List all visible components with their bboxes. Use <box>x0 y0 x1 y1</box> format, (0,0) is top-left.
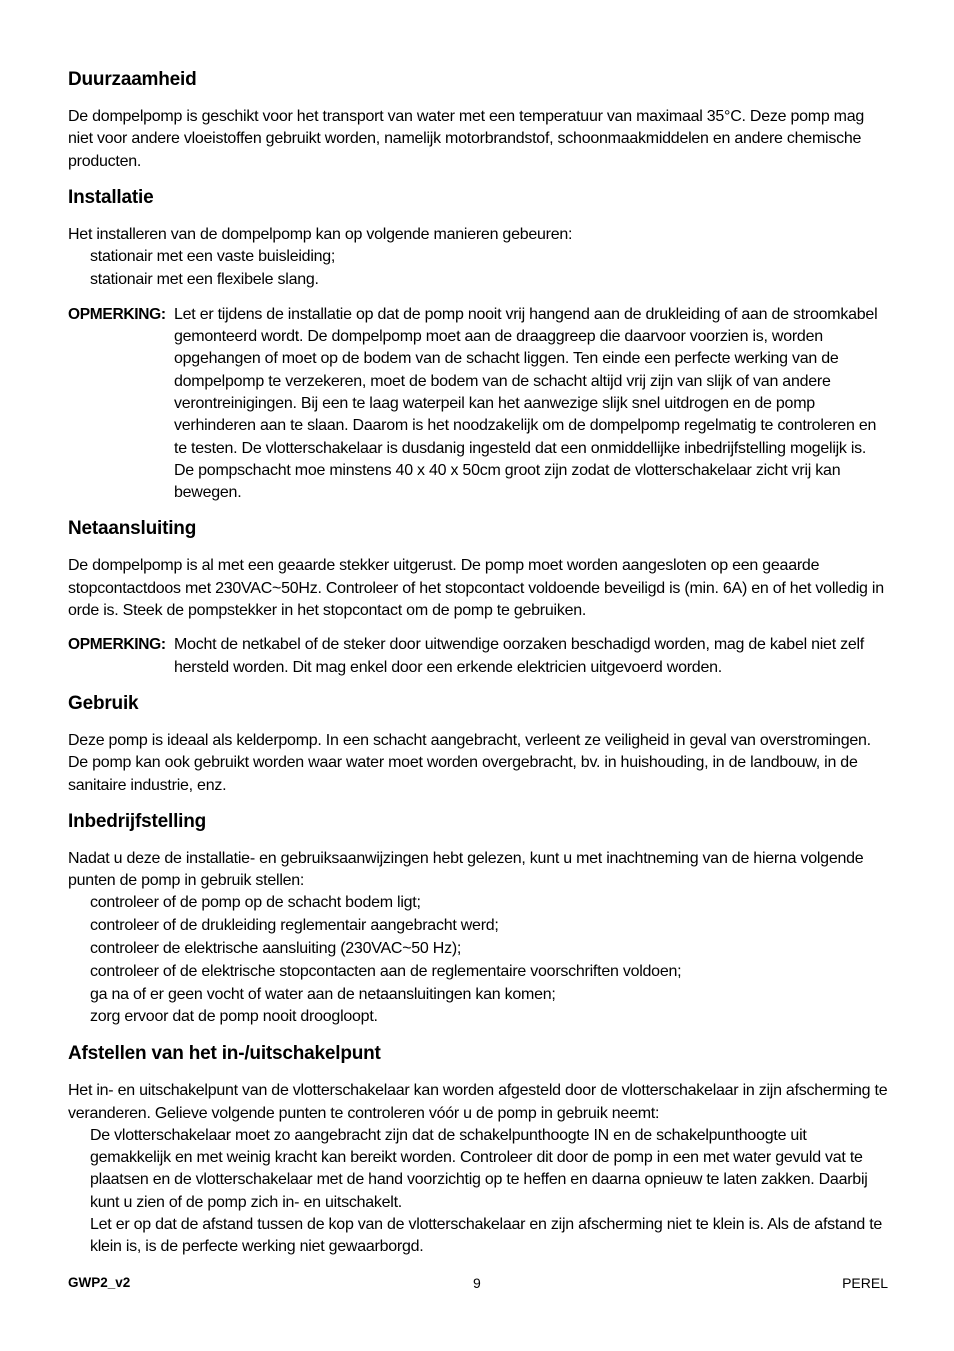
paragraph-installatie-intro: Het installeren van de dompelpomp kan op volgende manieren gebeuren: <box>68 225 573 243</box>
paragraph-gebruik: Deze pomp is ideaal als kelderpomp. In een schacht aangebracht, verleent ze veiligheid in geval van overstromingen. De pomp kan ook gebruikt worden waar water moet worden overgebracht, bv. in huishouding, in de landbouw, in de sanitaire industrie, enz. <box>68 731 871 794</box>
list-item: controleer de elektrische aansluiting (230VAC~50 Hz); <box>90 940 462 958</box>
list-item: zorg ervoor dat de pomp nooit droogloopt. <box>90 1008 378 1026</box>
note-label: OPMERKING: <box>68 636 166 654</box>
heading-inbedrijfstelling: Inbedrijfstelling <box>68 810 207 832</box>
heading-afstellen: Afstellen van het in-/uitschakelpunt <box>68 1043 381 1065</box>
note-installatie <box>68 304 888 505</box>
paragraph-afstellen-intro: Het in- en uitschakelpunt van de vlotterschakelaar kan worden afgesteld door de vlotterschakelaar in zijn afscherming te veranderen. Gelieve volgende punten te controleren vóór u de pomp in gebruik neemt: <box>68 1082 888 1122</box>
heading-duurzaamheid: Duurzaamheid <box>68 69 197 90</box>
section-inbedrijfstelling <box>68 808 888 1029</box>
footer-document-code: GWP2_v2 <box>68 1275 131 1290</box>
paragraph-duurzaamheid: De dompelpomp is geschikt voor het transport van water met een temperatuur van maximaal 35°C. Deze pomp mag niet voor andere vloeistoffen gebruikt worden, namelijk motorbrandstof, schoonmaakmiddelen en andere chemische producten. <box>68 108 865 170</box>
list-item: Let er op dat de afstand tussen de kop van de vlotterschakelaar en zijn afscherming niet te klein is. Als de afstand te klein is, is de perfecte werking niet gewaarborgd. <box>90 1215 883 1256</box>
list-afstellen <box>68 1125 888 1259</box>
section-installatie <box>68 184 888 505</box>
section-netaansluiting <box>68 515 888 678</box>
heading-netaansluiting: Netaansluiting <box>68 518 197 540</box>
note-text: Mocht de netkabel of de steker door uitwendige oorzaken beschadigd worden, mag de kabel niet zelf hersteld worden. Dit mag enkel door een erkende elektricien uitgevoerd worden. <box>174 636 864 676</box>
section-gebruik <box>68 690 888 797</box>
paragraph-netaansluiting: De dompelpomp is al met een geaarde stekker uitgerust. De pomp moet worden aangesloten op een geaarde stopcontactdoos met 230VAC~50Hz. Controleer of het stopcontact voldoende beveiligd is (min. 6A) en of het volledig in orde is. Steek de pompstekker in het stopcontact om de pomp te gebruiken. <box>68 557 884 620</box>
page-footer <box>68 1273 888 1293</box>
list-item: stationair met een flexibele slang. <box>90 270 319 288</box>
paragraph-inbedrijfstelling-intro: Nadat u deze de installatie- en gebruiksaanwijzingen hebt gelezen, kunt u met inachtneming van de hierna volgende punten de pomp in gebruik stellen: <box>68 849 864 890</box>
list-installatie <box>68 246 888 292</box>
note-label: OPMERKING: <box>68 305 166 323</box>
note-text: Let er tijdens de installatie op dat de pomp nooit vrij hangend aan de drukleiding of aan de stroomkabel gemonteerd wordt. De dompelpomp moet aan de draaggreep die daarvoor voorzien is, worden opgehangen of moet op de bodem van de schacht liggen. Ten einde een perfecte werking van de dompelpomp te verzekeren, moet de bodem van de schacht altijd vrij zijn van slijk of van andere verontreinigingen. Bij een te laag waterpeil kan het aanwezige slijk snel uitdrogen en de pomp verhinderen aan te slaan. Daarom is het noodzakelijk om de dompelpomp regelmatig te controleren en te testen. De vlotterschakelaar is dusdanig ingesteld dat een onmiddellijke inbedrijfstelling mogelijk is. De pompschacht moe minstens 40 x 40 x 50cm groot zijn zodat de vlotterschakelaar zicht vrij kan bewegen. <box>174 305 878 502</box>
list-item: stationair met een vaste buisleiding; <box>90 248 336 266</box>
section-duurzaamheid <box>68 66 888 173</box>
list-item: ga na of er geen vocht of water aan de netaansluitingen kan komen; <box>90 985 556 1003</box>
document-page <box>68 66 888 1270</box>
list-item: controleer of de pomp op de schacht bodem ligt; <box>90 894 421 912</box>
note-netaansluiting <box>68 634 888 679</box>
heading-installatie: Installatie <box>68 186 154 208</box>
footer-page-number: 9 <box>473 1275 481 1291</box>
list-item: controleer of de elektrische stopcontacten aan de reglementaire voorschriften voldoen; <box>90 962 682 980</box>
list-item: De vlotterschakelaar moet zo aangebracht zijn dat de schakelpunthoogte IN en de schakelpunthoogte uit gemakkelijk en met weinig kracht kan bereikt worden. Controleer dit door de pomp in een met water gevuld vat te plaatsen en de vlotterschakelaar met de hand voorzichtig op te heffen en daarna opnieuw te laten zakken. Daarbij kunt u zien of de pomp zich in- en uitschakelt. <box>90 1126 868 1211</box>
list-inbedrijfstelling <box>68 892 888 1029</box>
list-item: controleer of de drukleiding reglementair aangebracht werd; <box>90 917 499 935</box>
footer-brand: PEREL <box>842 1275 888 1291</box>
heading-gebruik: Gebruik <box>68 692 139 714</box>
section-afstellen <box>68 1040 888 1258</box>
